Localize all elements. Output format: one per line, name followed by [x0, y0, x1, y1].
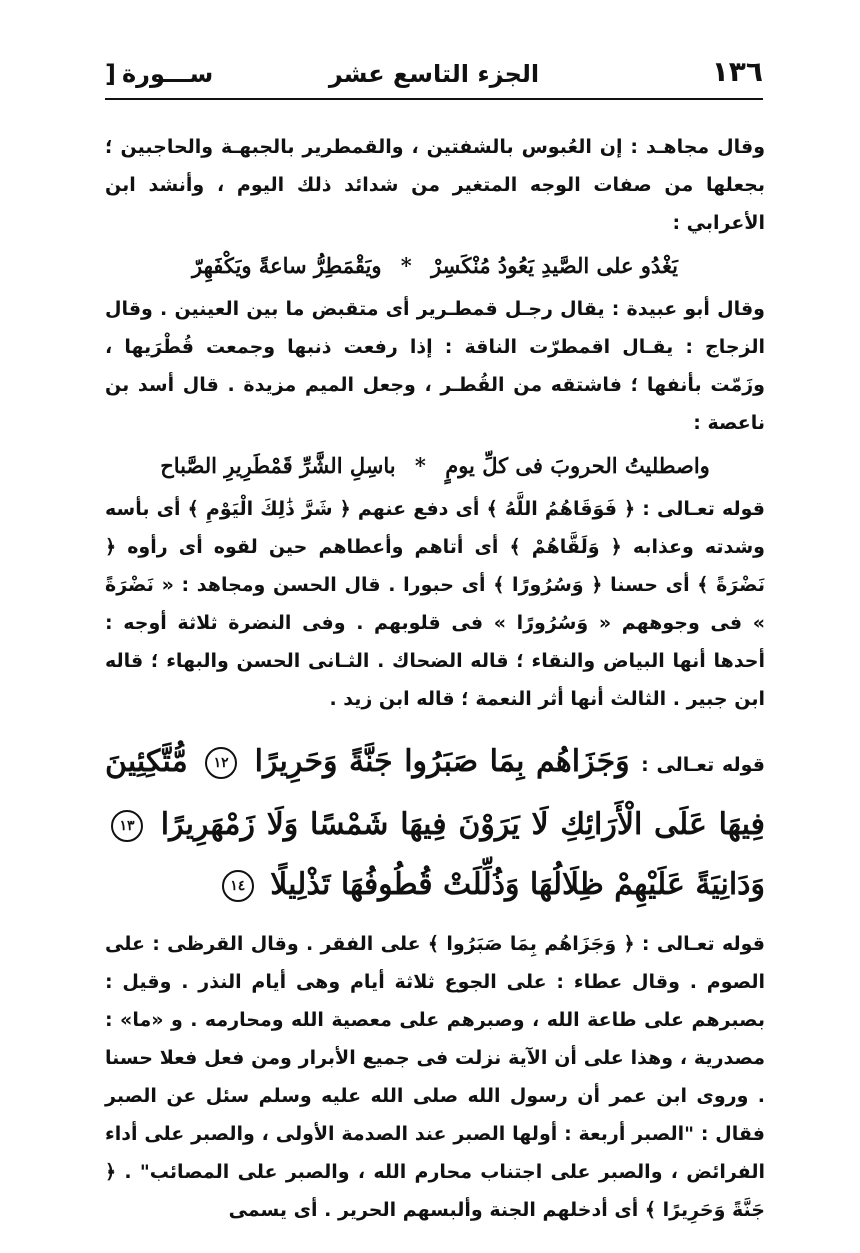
poetry-verse-1: [105, 242, 765, 290]
body-text: [105, 128, 765, 1229]
header-divider: [105, 98, 763, 100]
ayah-number-13: ١٣: [111, 810, 143, 842]
surah-label-text: ســـورة: [121, 60, 214, 88]
surah-label: [105, 54, 213, 94]
verse-separator: *: [400, 253, 412, 278]
quran-intro: قوله تعـالى :: [641, 754, 765, 776]
page-number: ١٣٦: [711, 55, 763, 88]
surah-bracket: [: [105, 60, 116, 88]
paragraph-mujahid: وقال مجاهـد : إن العُبوس بالشفتين ، والقمطرير بالجبهـة والحاجبين ؛ بجعلها من صفات الوجه المتغير من شدائد ذلك اليوم ، وأنشد ابن الأعرابي :: [105, 136, 765, 234]
running-title: الجزء التاسع عشر: [328, 60, 540, 88]
verse-2-hemistich-1: واصطليتُ الحروبَ فى كلِّ يومٍ: [445, 453, 710, 478]
ayah-number-14: ١٤: [222, 870, 254, 902]
poetry-verse-2: [105, 442, 765, 490]
quran-verse-13: مُّتَّكِئِينَ فِيهَا عَلَى الْأَرَائِكِ لَا يَرَوْنَ فِيهَا شَمْسًا وَلَا زَمْهَرِيرًا: [105, 744, 765, 842]
verse-separator: *: [414, 453, 426, 478]
ayah-number-12: ١٢: [205, 747, 237, 779]
verse-1-hemistich-2: ويَقْمَطِرُّ ساعةً ويَكْفَهِرّ: [192, 253, 382, 278]
verse-2-hemistich-2: باسِلِ الشَّرِّ قَمْطَرِيرِ الصَّباح: [160, 453, 396, 478]
paragraph-fawaqahum: قوله تعـالى : ﴿ فَوَقَاهُمُ اللَّهُ ﴾ أى دفع عنهم ﴿ شَرَّ ذَٰلِكَ الْيَوْمِ ﴾ أى بأسه وشدته وعذابه ﴿ وَلَقَّاهُمْ ﴾ أى أتاهم وأعطاهم حين لقوه أى رأوه ﴿ نَضْرَةً ﴾ أى حسنا ﴿ وَسُرُورًا ﴾ أى حبورا . قال الحسن ومجاهد : « نَضْرَةً » فى وجوههم « وَسُرُورًا » فى قلوبهم . وفى النضرة ثلاثة أوجه : أحدها أنها البياض والنقاء ؛ قاله الضحاك . الثـانى الحسن والبهاء ؛ قاله ابن جبير . الثالث أنها أثر النعمة ؛ قاله ابن زيد .: [105, 498, 765, 710]
page-header: [105, 52, 763, 96]
quran-verse-12: وَجَزَاهُم بِمَا صَبَرُوا جَنَّةً وَحَرِيرًا: [254, 744, 630, 779]
paragraph-jazahum: قوله تعـالى : ﴿ وَجَزَاهُم بِمَا صَبَرُوا ﴾ على الفقر . وقال القرظى : على الصوم . وقال عطاء : على الجوع ثلاثة أيام وهى أيام النذر . وقيل : بصبرهم على طاعة الله ، وصبرهم على معصية الله ومحارمه . و «ما» : مصدرية ، وهذا على أن الآية نزلت فى جميع الأبرار ومن فعل فعلا حسنا . وروى ابن عمر أن رسول الله صلى الله عليه وسلم سئل عن الصبر فقال : "الصبر أربعة : أولها الصبر عند الصدمة الأولى ، والصبر على أداء الفرائض ، والصبر على اجتناب محارم الله ، والصبر على المصائب" . ﴿ جَنَّةً وَحَرِيرًا ﴾ أى أدخلهم الجنة وألبسهم الحرير . أى يسمى: [105, 933, 765, 1221]
verse-1-hemistich-1: يَغْدُو على الصَّيدِ يَعُودُ مُنْكَسِرْ: [431, 253, 678, 278]
quran-verse-14: وَدَانِيَةً عَلَيْهِمْ ظِلَالُهَا وَذُلِّلَتْ قُطُوفُهَا تَذْلِيلًا: [270, 867, 765, 902]
quran-verses-block: [105, 732, 765, 915]
paragraph-abu-ubayda: وقال أبو عبيدة : يقال رجـل قمطـرير أى متقبض ما بين العينين . وقال الزجاج : يقـال اقمطرّت الناقة : إذا رفعت ذنبها وجمعت قُطْرَيها ، وزَمّت بأنفها ؛ فاشتقه من القُطـر ، وجعل الميم مزيدة . قال أسد بن ناعصة :: [105, 298, 765, 434]
